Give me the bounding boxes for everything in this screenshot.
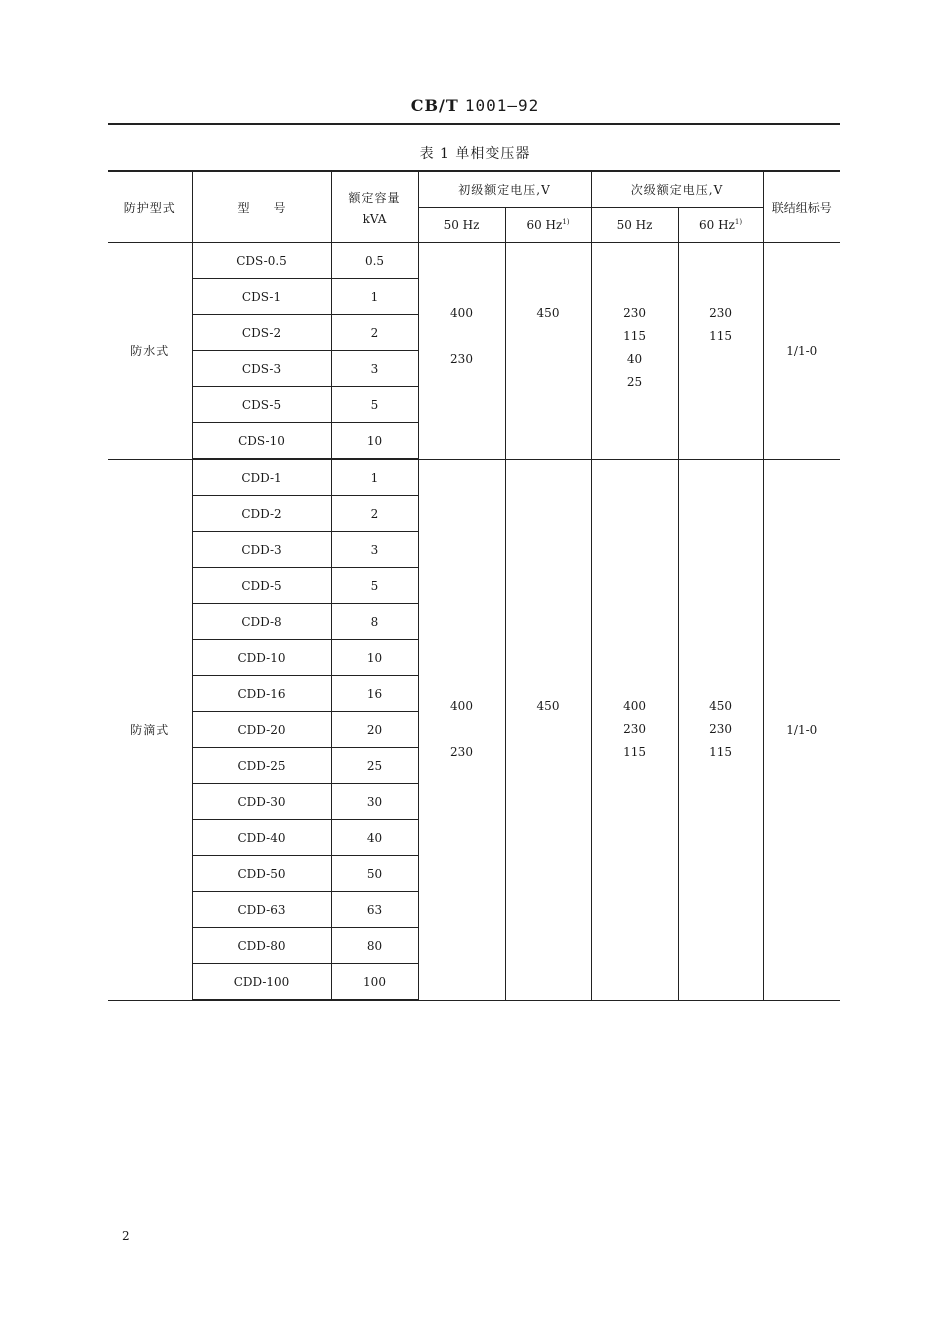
voltage-value: 450	[536, 698, 560, 713]
model-cell: CDD-1	[192, 459, 331, 496]
table-body	[108, 243, 840, 1001]
capacity-cell: 3	[331, 532, 418, 568]
capacity-cell: 100	[331, 964, 418, 1001]
header-secondary-voltage: 次级额定电压,V	[591, 171, 763, 208]
voltage-value: 450	[536, 306, 560, 320]
voltage-value: 230	[450, 352, 473, 366]
capacity-cell: 2	[331, 496, 418, 532]
model-cell: CDD-10	[192, 640, 331, 676]
standard-number: 1001—92	[464, 96, 540, 115]
voltage-value: 450	[709, 698, 732, 713]
header-secondary-60hz: 60 Hz$^{1)}$	[678, 208, 763, 243]
capacity-unit: kVA	[362, 211, 387, 226]
capacity-cell: 10	[331, 423, 418, 460]
model-cell: CDD-5	[192, 568, 331, 604]
primary-60hz-cell	[505, 459, 591, 1000]
model-cell: CDD-50	[192, 856, 331, 892]
secondary-60hz-cell	[678, 243, 763, 460]
capacity-cell: 40	[331, 820, 418, 856]
model-cell: CDS-0.5	[192, 243, 331, 279]
connection-group-cell: 1/1-0	[763, 459, 840, 1000]
transformer-table	[108, 170, 840, 1001]
header-model: 型 号	[192, 171, 331, 243]
header-primary-50hz: 50 Hz	[418, 208, 505, 243]
capacity-cell: 50	[331, 856, 418, 892]
voltage-value: 400	[623, 698, 646, 713]
voltage-value: 230	[709, 306, 732, 320]
capacity-cell: 63	[331, 892, 418, 928]
header-primary-voltage: 初级额定电压,V	[418, 171, 591, 208]
protection-type-cell: 防水式	[108, 243, 192, 460]
capacity-cell: 3	[331, 351, 418, 387]
voltage-value: 230	[709, 721, 732, 736]
primary-50hz-cell	[418, 459, 505, 1000]
voltage-value: 40	[626, 352, 643, 366]
table-row	[108, 459, 840, 496]
model-cell: CDD-3	[192, 532, 331, 568]
voltage-value: 230	[623, 306, 646, 320]
header-primary-60hz: 60 Hz$^{1)}$	[505, 208, 591, 243]
voltage-value: 400	[450, 698, 473, 713]
model-cell: CDD-16	[192, 676, 331, 712]
header-secondary-50hz: 50 Hz	[591, 208, 678, 243]
footnote-marker: 1)	[562, 218, 570, 226]
capacity-cell: 0.5	[331, 243, 418, 279]
voltage-value: 400	[450, 306, 473, 320]
capacity-cell: 5	[331, 568, 418, 604]
voltage-value: 115	[623, 744, 646, 759]
model-cell: CDD-63	[192, 892, 331, 928]
voltage-value: 25	[626, 375, 643, 389]
capacity-cell: 1	[331, 459, 418, 496]
header-rule	[108, 123, 840, 125]
capacity-cell: 2	[331, 315, 418, 351]
capacity-cell: 25	[331, 748, 418, 784]
capacity-cell: 8	[331, 604, 418, 640]
model-cell: CDS-3	[192, 351, 331, 387]
secondary-50hz-cell	[591, 459, 678, 1000]
header-connection: 联结组标号	[763, 171, 840, 243]
protection-type-cell: 防滴式	[108, 459, 192, 1000]
voltage-value: 230	[450, 744, 473, 759]
connection-group-cell: 1/1-0	[763, 243, 840, 460]
model-cell: CDS-2	[192, 315, 331, 351]
footnote-marker: 1)	[734, 218, 743, 226]
capacity-cell: 80	[331, 928, 418, 964]
secondary-60hz-cell	[678, 459, 763, 1000]
capacity-cell: 16	[331, 676, 418, 712]
voltage-value: 115	[709, 744, 732, 759]
primary-50hz-cell	[418, 243, 505, 460]
primary-60hz-cell	[505, 243, 591, 460]
model-cell: CDD-2	[192, 496, 331, 532]
model-cell: CDD-25	[192, 748, 331, 784]
model-cell: CDD-40	[192, 820, 331, 856]
table-row	[108, 243, 840, 279]
capacity-label: 额定容量	[348, 190, 401, 205]
model-cell: CDS-10	[192, 423, 331, 460]
capacity-cell: 10	[331, 640, 418, 676]
voltage-value: 115	[623, 329, 646, 343]
model-cell: CDS-1	[192, 279, 331, 315]
header-capacity	[331, 171, 418, 243]
document-code	[0, 96, 950, 115]
voltage-value: 115	[709, 329, 732, 343]
model-cell: CDD-30	[192, 784, 331, 820]
capacity-cell: 20	[331, 712, 418, 748]
capacity-cell: 30	[331, 784, 418, 820]
header-protection: 防护型式	[108, 171, 192, 243]
model-cell: CDD-100	[192, 964, 331, 1001]
capacity-cell: 5	[331, 387, 418, 423]
table-caption: 表 1 单相变压器	[419, 146, 531, 162]
secondary-50hz-cell	[591, 243, 678, 460]
model-cell: CDD-80	[192, 928, 331, 964]
standard-prefix: CB/T	[410, 96, 459, 115]
page-number: 2	[122, 1229, 130, 1243]
model-cell: CDD-8	[192, 604, 331, 640]
model-cell: CDS-5	[192, 387, 331, 423]
capacity-cell: 1	[331, 279, 418, 315]
model-cell: CDD-20	[192, 712, 331, 748]
voltage-value: 230	[623, 721, 646, 736]
